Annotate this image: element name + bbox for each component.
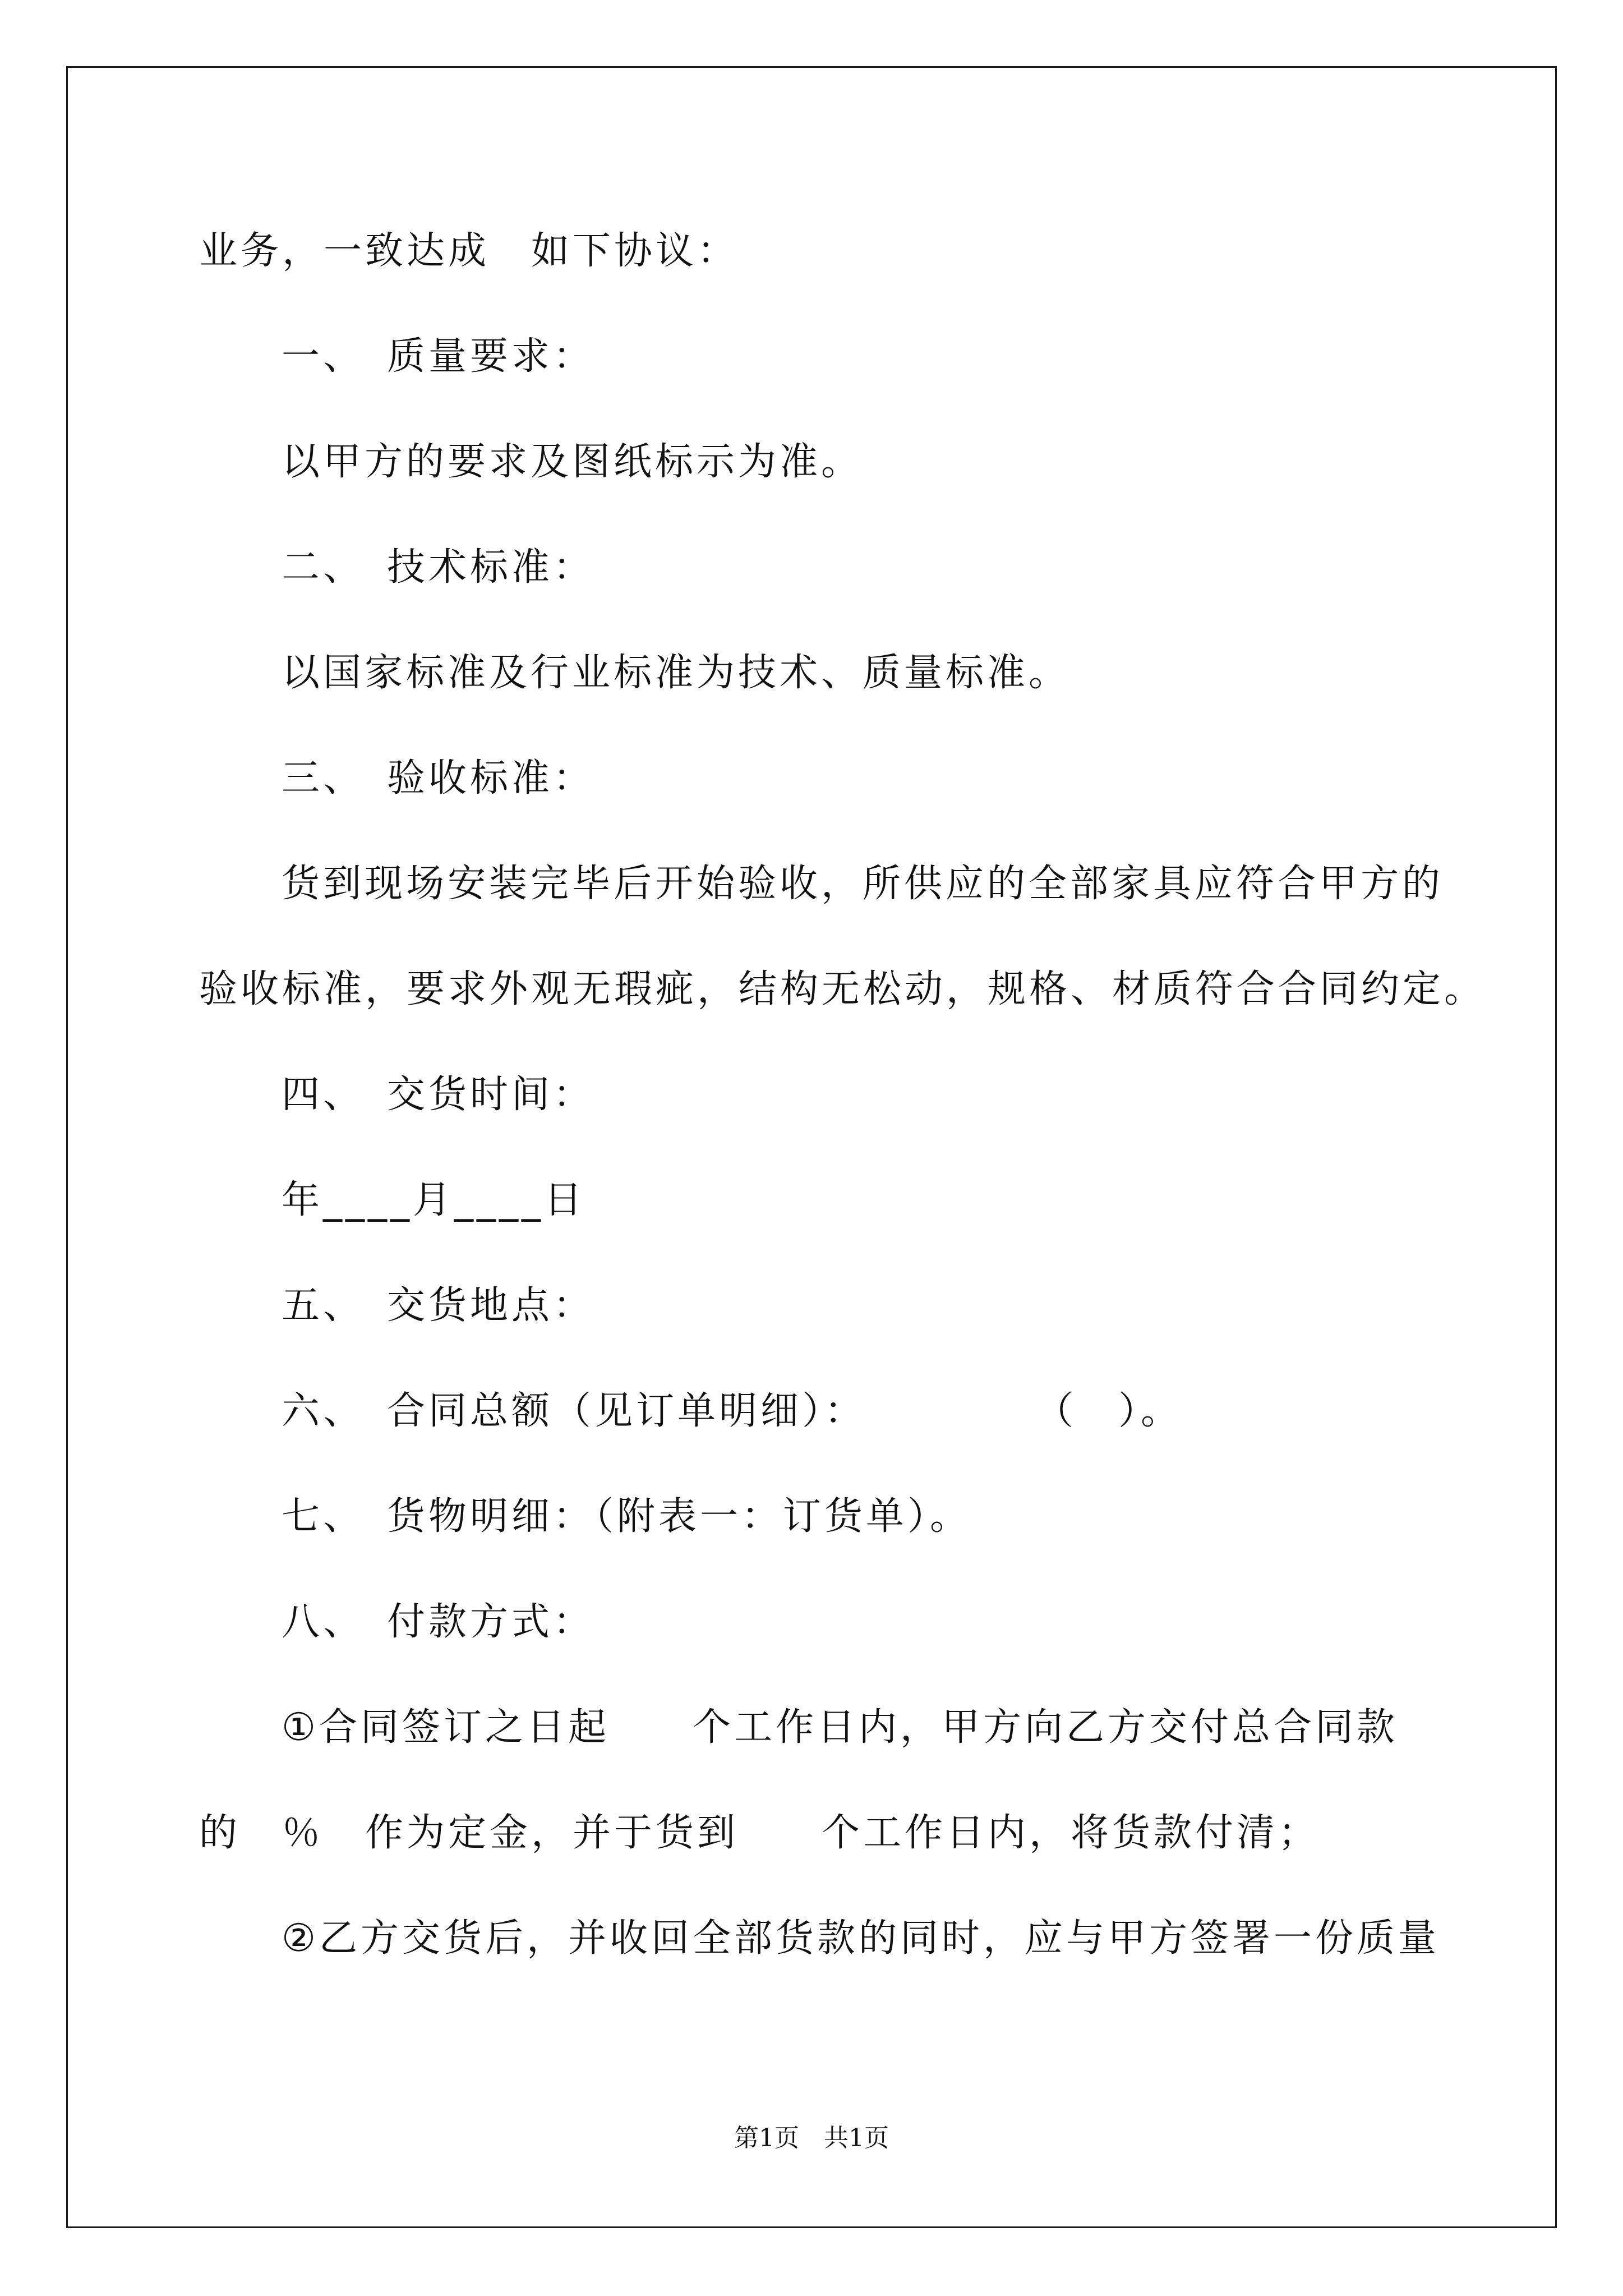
text-line-quality-body: 以甲方的要求及图纸标示为准。 bbox=[282, 440, 863, 484]
section-heading-goods-detail: 七、 货物明细：（附表一：订货单）。 bbox=[282, 1494, 972, 1539]
section-heading-acceptance: 三、 验收标准： bbox=[282, 756, 595, 800]
section-heading-payment: 八、 付款方式： bbox=[282, 1600, 595, 1644]
section-heading-delivery-place: 五、 交货地点： bbox=[282, 1283, 595, 1328]
page-border bbox=[66, 66, 1557, 2228]
section-heading-delivery-time: 四、 交货时间： bbox=[282, 1073, 595, 1117]
text-line-delivery-date: 年____月____日 bbox=[282, 1178, 586, 1222]
section-heading-quality: 一、 质量要求： bbox=[282, 334, 595, 379]
text-line-payment-1: ①合同签订之日起 个工作日内，甲方向乙方交付总合同款 bbox=[282, 1705, 1398, 1750]
text-line-payment-3: ②乙方交货后，并收回全部货款的同时，应与甲方签署一份质量 bbox=[282, 1916, 1440, 1961]
text-line-intro: 业务，一致达成 如下协议： bbox=[199, 229, 739, 273]
text-line-acceptance-body-2: 验收标准，要求外观无瑕疵，结构无松动，规格、材质符合合同约定。 bbox=[199, 967, 1486, 1011]
text-line-payment-2: 的 ％ 作为定金，并于货到 个工作日内，将货款付清； bbox=[199, 1811, 1320, 1855]
section-heading-technical: 二、 技术标准： bbox=[282, 545, 595, 590]
section-heading-contract-total: 六、 合同总额（见订单明细）： （ ）。 bbox=[282, 1389, 1183, 1433]
page-number-footer: 第1页 共1页 bbox=[734, 2124, 889, 2152]
text-line-acceptance-body-1: 货到现场安装完毕后开始验收，所供应的全部家具应符合甲方的 bbox=[282, 862, 1444, 906]
text-line-technical-body: 以国家标准及行业标准为技术、质量标准。 bbox=[282, 651, 1071, 695]
